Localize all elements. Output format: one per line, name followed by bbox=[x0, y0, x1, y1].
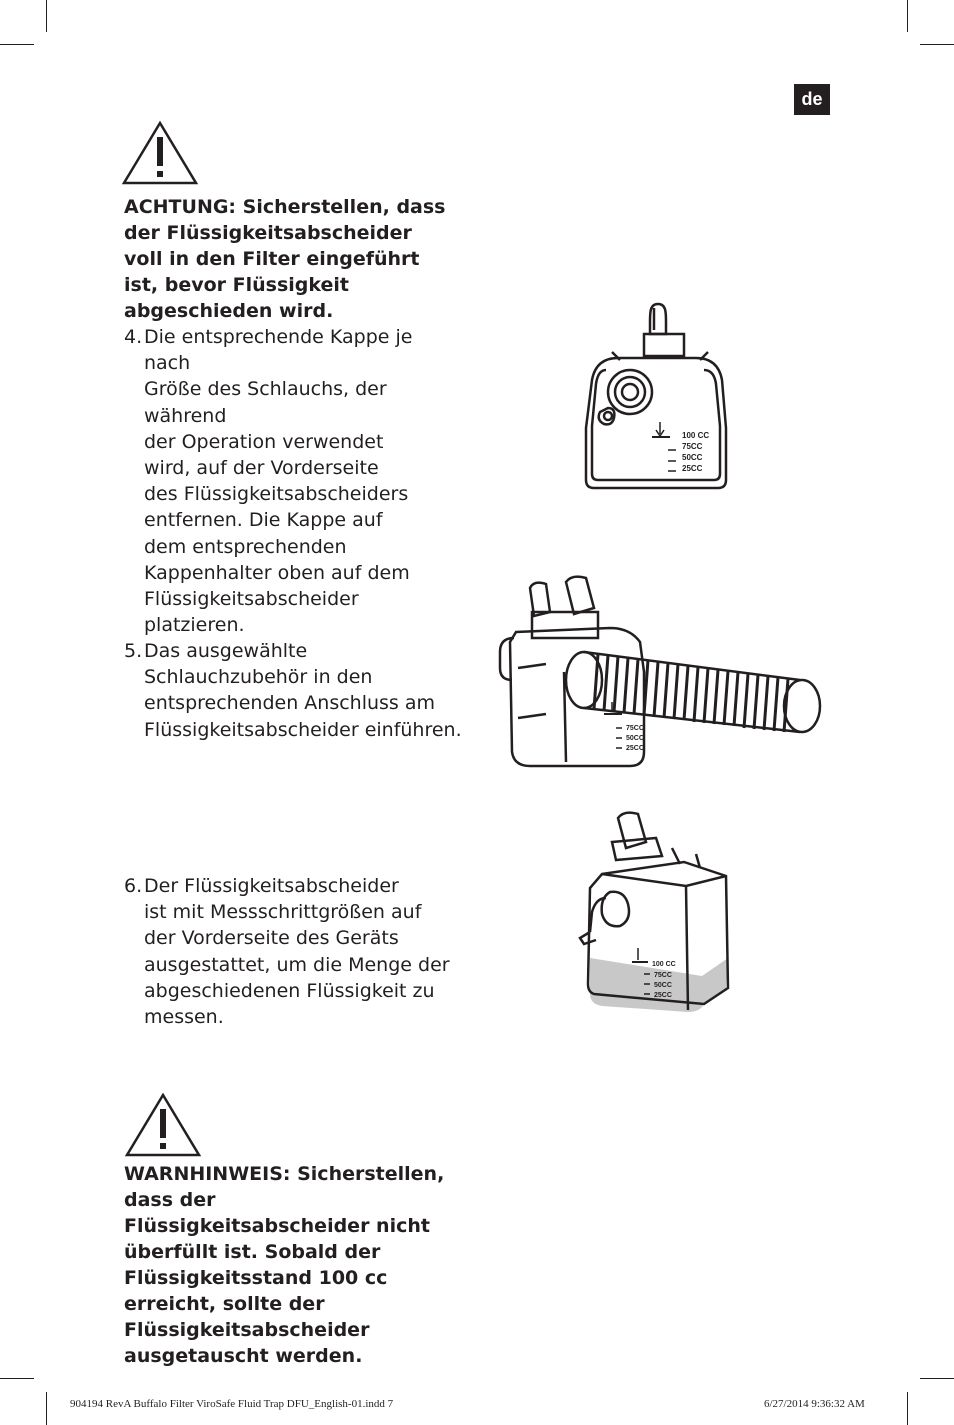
crop-mark bbox=[46, 1392, 47, 1425]
step-text: Die entsprechende Kappe je nach Größe des Schlauchs, der während der Operation verwendet wird, auf der Vorderseite des Flüssigkeitsabscheiders entfernen. Die Kappe auf dem entsprechenden Kappenhalter oben auf dem Flüssigkeitsabscheider platzieren. bbox=[144, 326, 413, 637]
footer-file-info: 904194 RevA Buffalo Filter ViroSafe Fluid Trap DFU_English-01.indd 7 bbox=[70, 1398, 394, 1410]
scale-label: 50CC bbox=[654, 982, 672, 989]
language-badge: de bbox=[794, 84, 830, 115]
scale-label: 75CC bbox=[682, 442, 703, 451]
step-number: 6. bbox=[124, 875, 143, 897]
warning-triangle-icon bbox=[125, 1092, 201, 1158]
crop-mark bbox=[46, 0, 47, 32]
scale-label: 100 CC bbox=[652, 961, 676, 968]
scale-label: 100 CC bbox=[682, 431, 710, 440]
scale-label: 75CC bbox=[626, 725, 644, 732]
step-text: Der Flüssigkeitsabscheider ist mit Messschrittgrößen auf der Vorderseite des Geräts ausgestattet, um die Menge der abgeschiedenen Flüssigkeit zu messen. bbox=[144, 875, 450, 1029]
crop-mark bbox=[920, 1378, 954, 1379]
scale-label: 50CC bbox=[626, 735, 644, 742]
step-number: 4. bbox=[124, 326, 143, 348]
step-number: 5. bbox=[124, 640, 143, 662]
footer-timestamp: 6/27/2014 9:36:32 AM bbox=[764, 1398, 865, 1410]
crop-mark bbox=[907, 0, 908, 32]
fluid-trap-fluid-level-illustration bbox=[576, 808, 740, 1016]
fluid-trap-front-illustration bbox=[578, 300, 734, 494]
scale-label: 75CC bbox=[654, 972, 672, 979]
warning-triangle-icon bbox=[122, 120, 198, 186]
crop-mark bbox=[0, 1378, 34, 1379]
fluid-trap-with-tube-illustration bbox=[494, 572, 828, 774]
step-4 bbox=[124, 324, 464, 638]
warning-text: WARNHINWEIS: Sicherstellen, dass der Flüssigkeitsabscheider nicht überfüllt ist. Sobald der Flüssigkeitsstand 100 cc erreicht, sollte der Flüssigkeitsabscheider ausgetauscht werden. bbox=[124, 1163, 445, 1367]
scale-label: 25CC bbox=[682, 464, 703, 473]
scale-label: 50CC bbox=[682, 453, 703, 462]
scale-label: 25CC bbox=[626, 745, 644, 752]
step-6 bbox=[124, 873, 464, 1030]
crop-mark bbox=[907, 1392, 908, 1425]
step-text: Das ausgewählte Schlauchzubehör in den entsprechenden Anschluss am Flüssigkeitsabscheider einführen. bbox=[144, 640, 462, 741]
crop-mark bbox=[920, 44, 954, 45]
step-5 bbox=[124, 638, 464, 743]
crop-mark bbox=[0, 44, 34, 45]
caution-text: ACHTUNG: Sicherstellen, dass der Flüssigkeitsabscheider voll in den Filter eingeführt ist, bevor Flüssigkeit abgeschieden wird. bbox=[124, 196, 446, 322]
scale-label: 25CC bbox=[654, 992, 672, 999]
